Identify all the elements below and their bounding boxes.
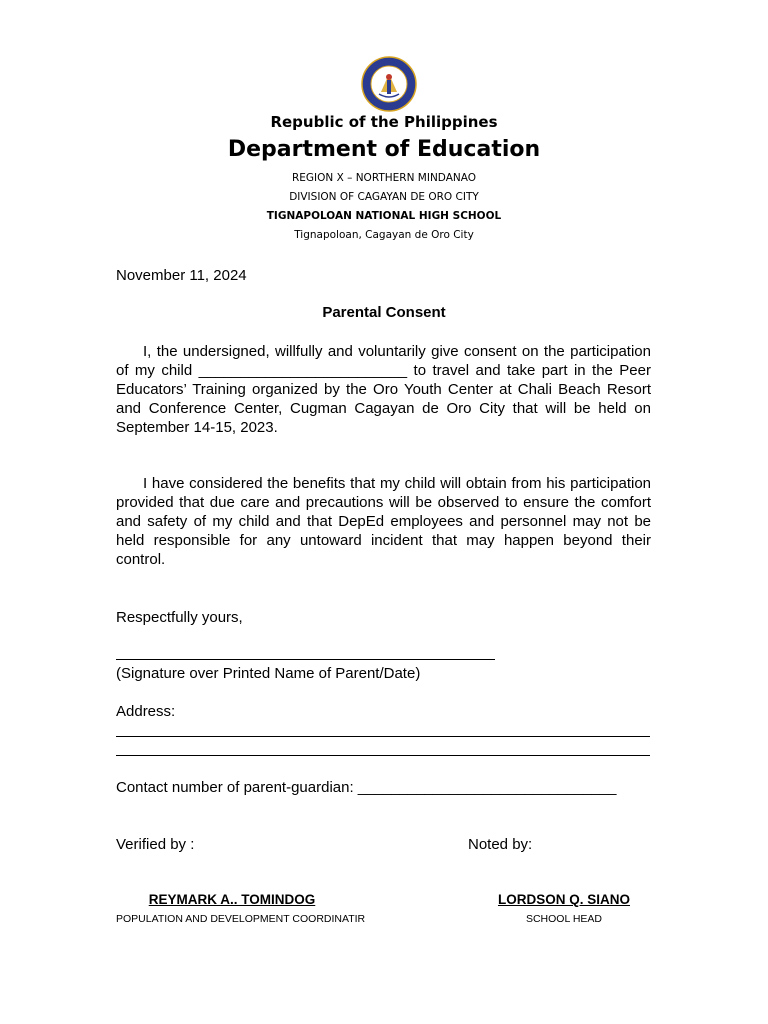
closing-salutation: Respectfully yours, [116, 609, 243, 626]
address-line-1[interactable] [116, 736, 650, 737]
signature-caption: (Signature over Printed Name of Parent/Date) [116, 665, 421, 682]
location-line: Tignapoloan, Cagayan de Oro City [294, 229, 474, 241]
letter-title: Parental Consent [322, 304, 446, 321]
letter-date: November 11, 2024 [116, 267, 247, 284]
noter-title: SCHOOL HEAD [525, 913, 603, 925]
parent-signature-line[interactable] [116, 659, 495, 660]
address-label: Address: [116, 703, 176, 720]
school-line: TIGNAPOLOAN NATIONAL HIGH SCHOOL [266, 210, 502, 222]
verified-by-label: Verified by : [116, 836, 195, 853]
deped-seal-logo [361, 56, 417, 112]
address-line-2[interactable] [116, 755, 650, 756]
department-heading: Department of Education [227, 137, 541, 162]
republic-heading: Republic of the Philippines [270, 113, 498, 131]
division-line: DIVISION OF CAGAYAN DE ORO CITY [289, 191, 479, 203]
noter-name: LORDSON Q. SIANO [497, 892, 630, 907]
verifier-title: POPULATION AND DEVELOPMENT COORDINATIR [116, 913, 366, 925]
region-line: REGION X – NORTHERN MINDANAO [291, 172, 477, 184]
consent-paragraph: I, the undersigned, willfully and voluntarily give consent on the participation of my child _________________________ to travel and take part in the Peer Educators’ Training organized by the Oro Youth Center at Chali Beach Resort and Conference Center, Cugman Cagayan de Oro City that will be held on September 14-15, 2023. [116, 343, 651, 436]
verifier-name: REYMARK A.. TOMINDOG [148, 892, 316, 907]
liability-paragraph: I have considered the benefits that my child will obtain from his participation provided that due care and precautions will be observed to ensure the comfort and safety of my child and that DepEd employees and personnel may not be held responsible for any untoward incident that may happen beyond their control. [116, 475, 651, 568]
noted-by-label: Noted by: [468, 836, 533, 853]
contact-number-field[interactable]: Contact number of parent-guardian: _______________________________ [116, 779, 617, 796]
